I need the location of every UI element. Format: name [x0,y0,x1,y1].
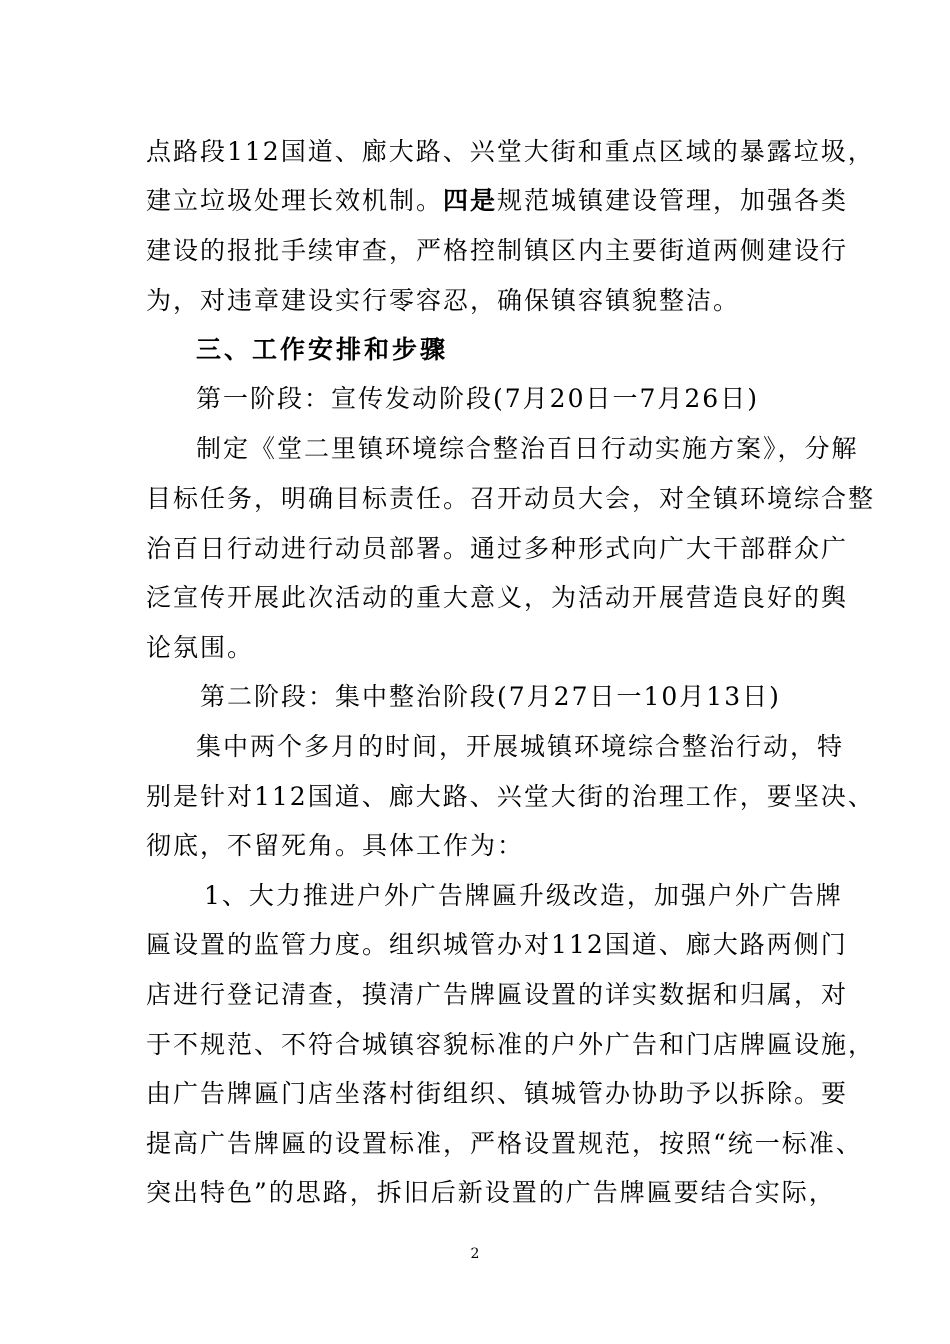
stage-two-title: 第二阶段：集中整治阶段(7月27日一10月13日) [200,682,781,711]
stage-one-title: 第一阶段：宣传发动阶段(7月20日一7月26日) [196,384,759,413]
text-line-18: 店进行登记清查，摸清广告牌匾设置的详实数据和归属，对 [146,980,849,1009]
text-line-13: 集中两个多月的时间，开展城镇环境综合整治行动，特 [196,732,845,761]
text-line-14: 别是针对112国道、廊大路、兴堂大街的治理工作，要坚决、 [146,782,875,811]
bold-marker-four: 四是 [443,186,498,215]
text-line-11: 论氛围。 [146,633,255,662]
text-line-17: 匾设置的监管力度。组织城管办对112国道、廊大路两侧门 [146,930,848,959]
text-fragment: 建立垃圾处理长效机制。 [146,186,444,215]
text-line-7: 制定《堂二里镇环境综合整治百日行动实施方案》，分解 [196,434,859,463]
text-line-10: 泛宣传开展此次活动的重大意义，为活动开展营造良好的舆 [146,583,849,612]
page-number: 2 [470,1246,480,1262]
text-line-15: 彻底，不留死角。具体工作为： [146,831,525,860]
section-heading: 三、工作安排和步骤 [196,335,449,364]
text-line-1: 点路段112国道、廊大路、兴堂大街和重点区域的暴露垃圾， [146,137,875,166]
text-line-4: 为，对违章建设实行零容忍，确保镇容镇貌整洁。 [146,286,741,315]
text-line-22: 突出特色”的思路，拆旧后新设置的广告牌匾要结合实际， [146,1178,836,1207]
text-line-8: 目标任务，明确目标责任。召开动员大会，对全镇环境综合整 [146,484,876,513]
text-fragment: 规范城镇建设管理，加强各类 [497,186,849,215]
text-line-3: 建设的报批手续审查，严格控制镇区内主要街道两侧建设行 [146,236,849,265]
text-line-21: 提高广告牌匾的设置标准，严格设置规范，按照“统一标准、 [146,1129,863,1158]
item-one-title: 1、大力推进户外广告牌匾升级改造，加强户外广告牌 [204,881,843,910]
text-line-20: 由广告牌匾门店坐落村街组织、镇城管办协助予以拆除。要 [146,1079,849,1108]
text-line-2 [146,186,849,216]
text-line-19: 于不规范、不符合城镇容貌标准的户外广告和门店牌匾设施， [146,1030,876,1059]
text-line-9: 治百日行动进行动员部署。通过多种形式向广大干部群众广 [146,534,849,563]
